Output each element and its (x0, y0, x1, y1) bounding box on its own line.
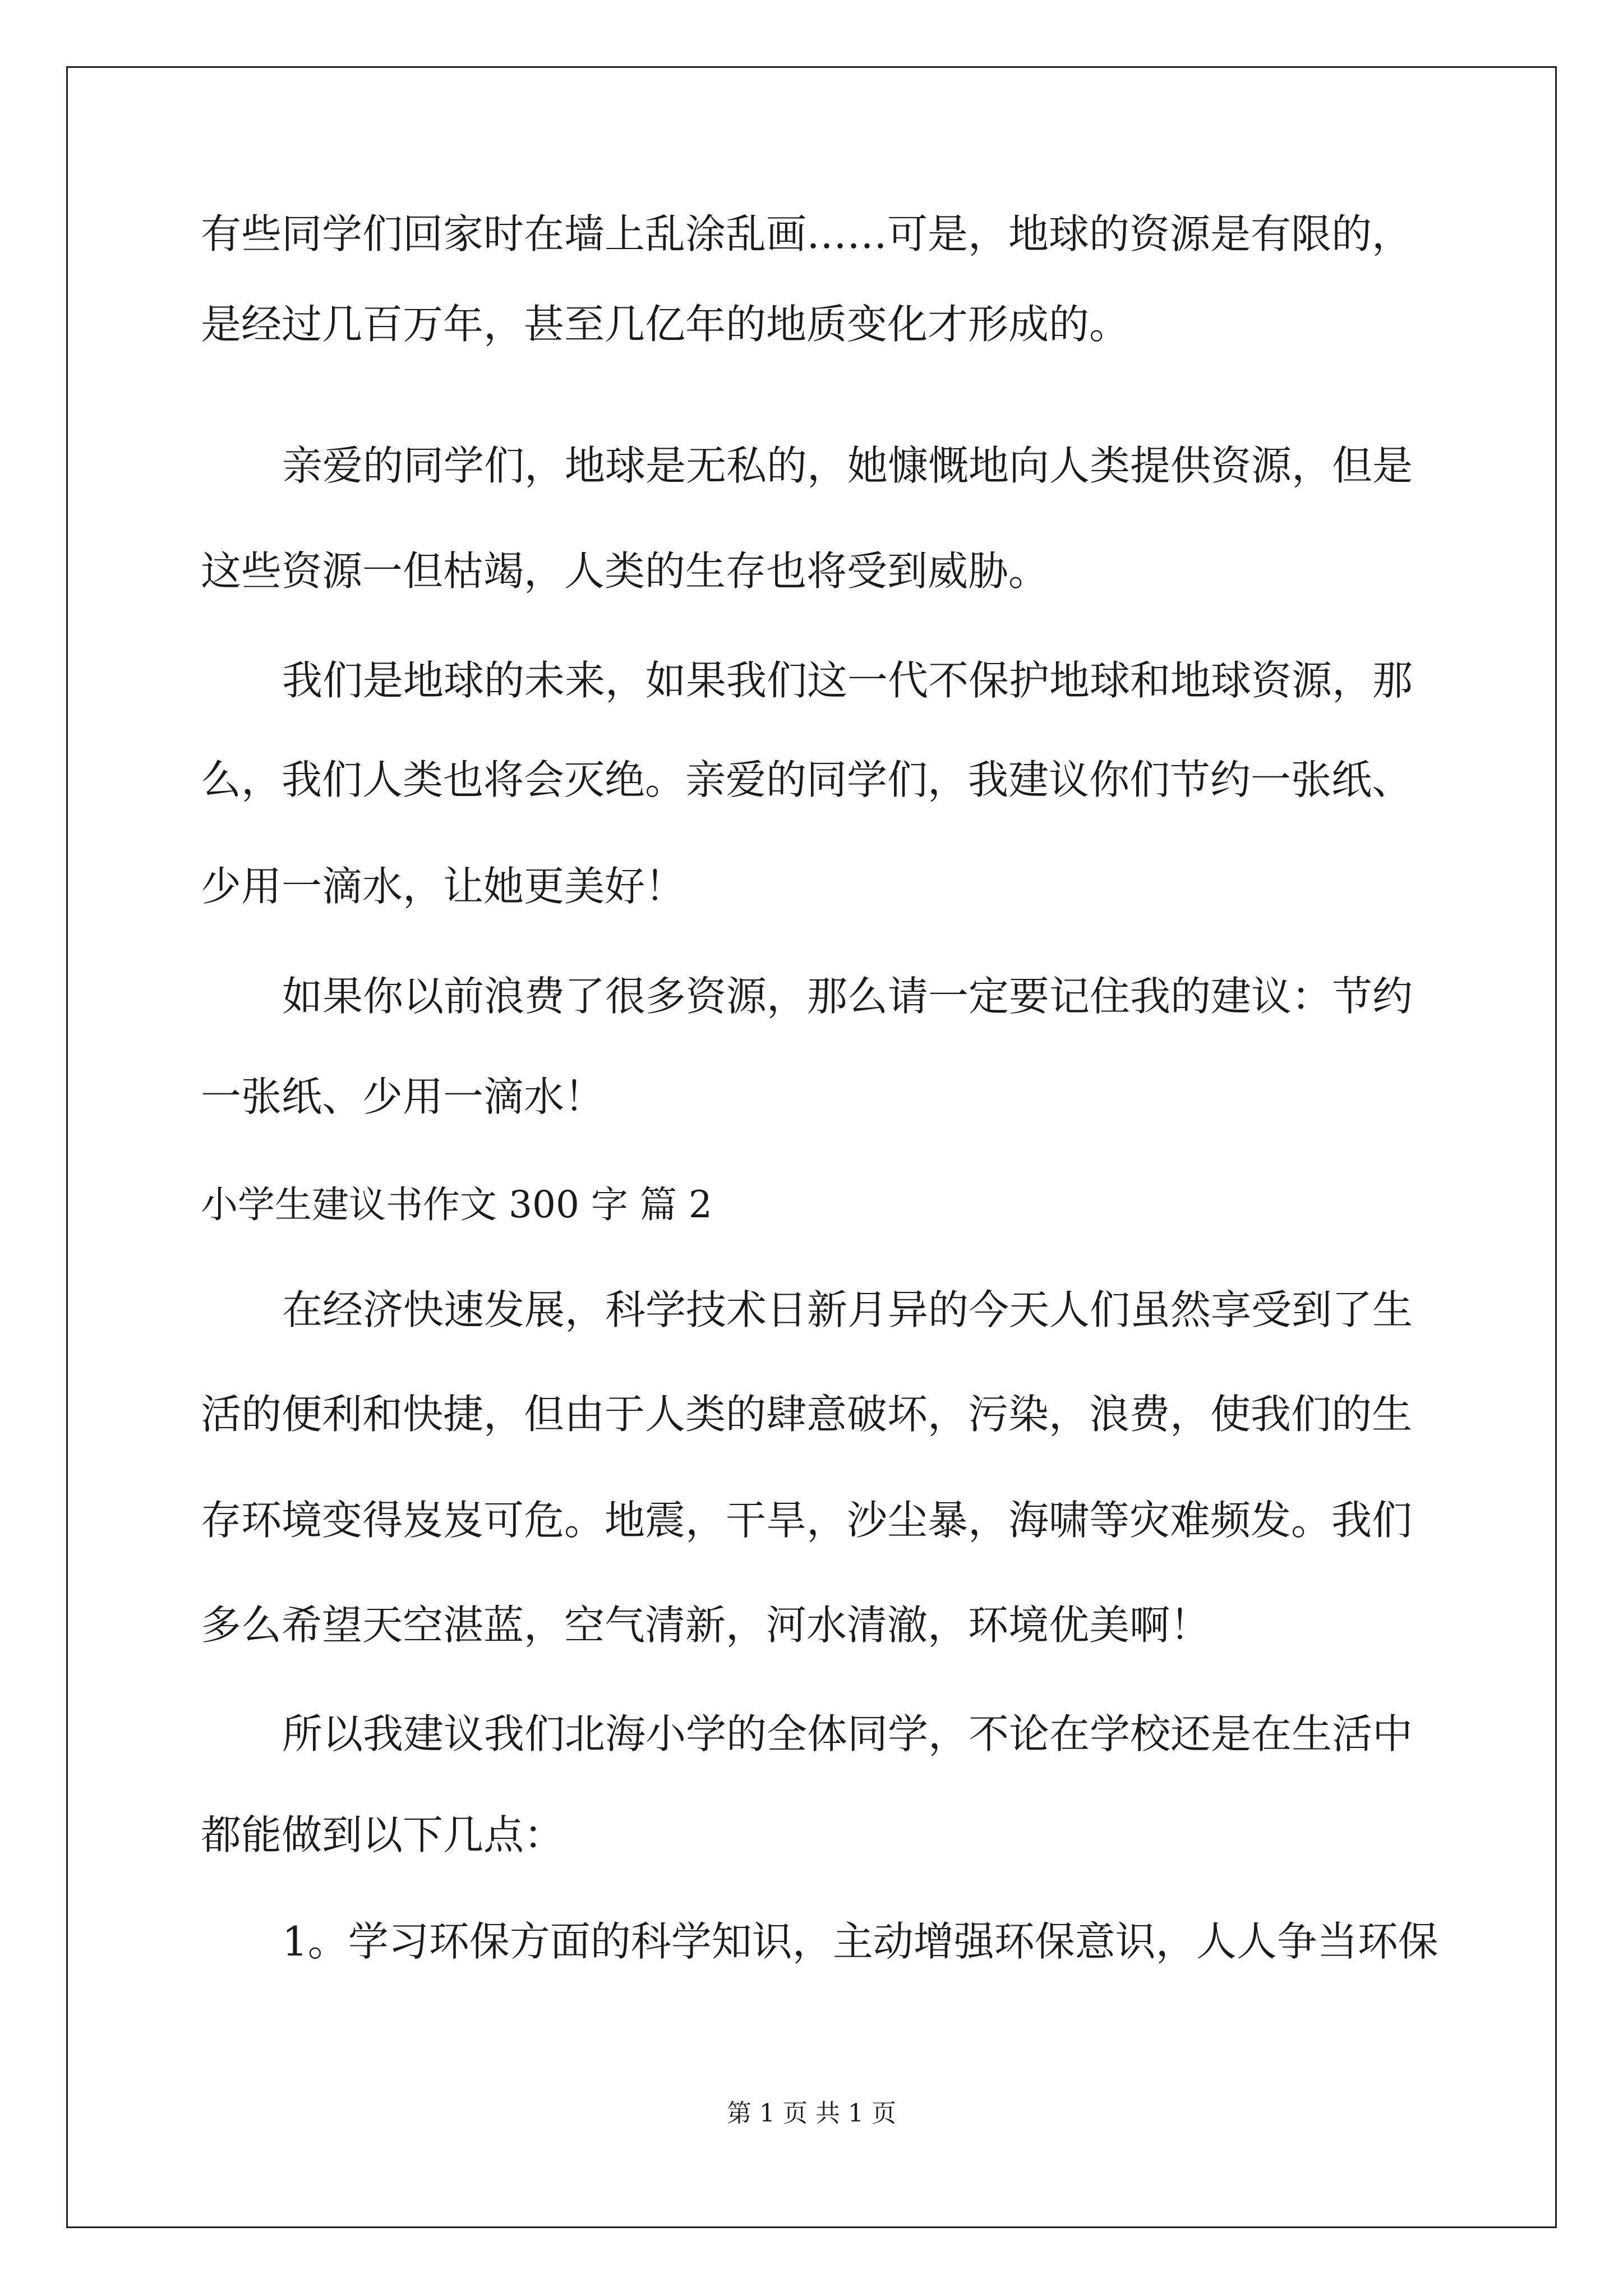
text-line: 在经济快速发展，科学技术日新月异的今天人们虽然享受到了生 (282, 1286, 1413, 1333)
page-footer: 第 1 页 共 1 页 (727, 2099, 896, 2128)
text-line: 1。学习环保方面的科学知识，主动增强环保意识，人人争当环保 (282, 1918, 1438, 1965)
text-line: 多么希望天空湛蓝，空气清新，河水清澈，环境优美啊！ (201, 1602, 1211, 1649)
text-line: 一张纸、少用一滴水！ (201, 1073, 605, 1120)
section-heading: 小学生建议书作文 300 字 篇 2 (201, 1183, 712, 1226)
text-line: 如果你以前浪费了很多资源，那么请一定要记住我的建议：节约 (282, 973, 1413, 1020)
text-line: 有些同学们回家时在墙上乱涂乱画……可是，地球的资源是有限的， (201, 210, 1413, 257)
text-line: 都能做到以下几点： (201, 1811, 565, 1858)
text-line: 少用一滴水，让她更美好！ (201, 863, 686, 910)
text-line: 这些资源一但枯竭，人类的生存也将受到威胁。 (201, 547, 1049, 595)
text-line: 我们是地球的未来，如果我们这一代不保护地球和地球资源，那 (282, 657, 1413, 704)
text-line: 存环境变得岌岌可危。地震，干旱，沙尘暴，海啸等灾难频发。我们 (201, 1497, 1413, 1544)
text-line: 所以我建议我们北海小学的全体同学，不论在学校还是在生活中 (282, 1710, 1413, 1757)
text-line: 活的便利和快捷，但由于人类的肆意破坏，污染，浪费，使我们的生 (201, 1391, 1413, 1438)
page-border (66, 66, 1557, 2228)
text-line: 是经过几百万年，甚至几亿年的地质变化才形成的。 (201, 301, 1130, 348)
text-line: 亲爱的同学们，地球是无私的，她慷慨地向人类提供资源，但是 (282, 442, 1413, 489)
text-line: 么，我们人类也将会灭绝。亲爱的同学们，我建议你们节约一张纸、 (201, 756, 1413, 803)
